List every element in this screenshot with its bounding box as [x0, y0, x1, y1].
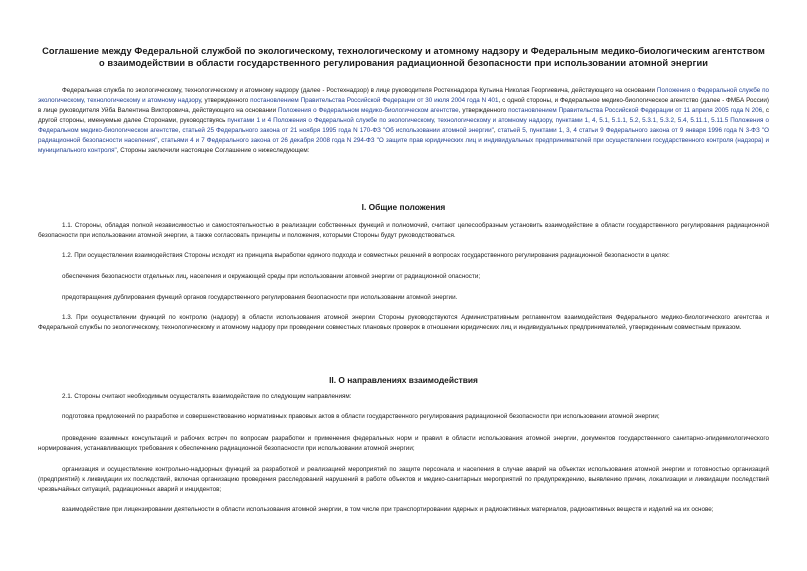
section-2-paragraph-2-1 [38, 392, 769, 402]
section-1-paragraph-1-3 [38, 313, 769, 333]
paragraph-text: 2.1. Стороны считают необходимым осуществлять взаимодействие по следующим направлениям: [62, 393, 352, 400]
document-title: Соглашение между Федеральной службой по экологическому, технологическому и атомному надзору и Федеральным медико-биологическим агентством о взаимодействии в области государственного регулирования радиационной безопасности при использовании атомной энергии [42, 46, 765, 68]
preamble-text: , [178, 127, 183, 134]
preamble-text: , [157, 137, 162, 144]
section-1-paragraph-1-2 [38, 251, 769, 261]
link-law-170fz[interactable]: статьей 25 Федерального закона от 21 ноября 1995 года N 170-ФЗ "Об использовании атомной энергии" [182, 127, 494, 134]
section-2-item-consultations [38, 434, 769, 454]
section-2-title: II. О направлениях взаимодействия [329, 375, 478, 385]
section-2-item-control [38, 465, 769, 495]
paragraph-text: подготовка предложений по разработке и совершенствованию нормативных правовых актов в области государственного регулирования радиационной безопасности при использовании атомной энергии; [62, 413, 660, 420]
paragraph-text: предотвращения дублирования функций органов государственного регулирования безопасности при использовании атомной энергии. [62, 294, 458, 301]
paragraph-text: обеспечения безопасности отдельных лиц, населения и окружающей среды при использовании атомной энергии от радиационной опасности; [62, 273, 481, 280]
section-2-item-licensing [38, 505, 769, 515]
preamble-text: , [493, 127, 498, 134]
preamble-text: Федеральная служба по экологическому, технологическому и атомному надзору (далее - Ростехнадзор) в лице руководителя Ростехнадзора Кутьина Николая Георгиевича, действующего на основании [62, 87, 657, 94]
preamble-paragraph [38, 86, 769, 156]
section-1-paragraph-1-1 [38, 221, 769, 241]
section-2-item-proposals [38, 412, 769, 422]
section-1-item-duplication [38, 293, 769, 303]
link-points-1-4-regulation[interactable]: пунктами 1 и 4 Положения о Федеральной службе по экологическому, технологическому и атомному надзору [227, 117, 552, 124]
section-1-title: I. Общие положения [361, 202, 446, 212]
paragraph-text: проведение взаимных консультаций и рабочих встреч по вопросам разработки и применения федеральных норм и правил в области использования атомной энергии, документов государственного санитарно-эпидемиологического нормирования, устанавливающих требования к обеспечению радиационной безопасности при использовании атомной энергии; [38, 435, 769, 452]
link-regulation-rostekhnadzor[interactable]: Положения о Федеральной службе по экологическому, технологическому и атомному надзору [38, 87, 769, 104]
link-law-3fz[interactable]: статьей 5, пунктами 1, 3, 4 статьи 9 Федерального закона от 9 января 1996 года N 3-ФЗ "О радиационной безопасности населения" [38, 127, 770, 144]
link-points-fmba-regulation[interactable]: пунктами 1, 4, 5.1, 5.1.1, 5.2, 5.3.1, 5.3.2, 5.4, 5.11.1, 5.11.5 Положения о Федеральном медико-биологическом агентстве [38, 117, 770, 134]
link-regulation-fmba[interactable]: Положения о Федеральном медико-биологическом агентстве [278, 107, 459, 114]
preamble-text: , с одной стороны, и Федеральное медико-биологическое агентство (далее - ФМБА России) в лице руководителя Уйба Валентина Викторовича, действующего на основании [38, 97, 769, 114]
paragraph-text: 1.2. При осуществлении взаимодействия Стороны исходят из принципа выработки единого подхода и совместных решений в вопросах государственного регулирования радиационной безопасности в целях: [62, 252, 670, 259]
paragraph-text: 1.1. Стороны, обладая полной независимостью и самостоятельностью в реализации собственных функций и полномочий, считают целесообразным установить взаимодействие в области государственного регулирования радиационной безопасности при использовании атомной энергии, а также согласовать принципы и положения, которыми Стороны будут руководствоваться. [38, 222, 769, 239]
paragraph-text: организация и осуществление контрольно-надзорных функций за разработкой и реализацией мероприятий по защите персонала и населения в случае аварий на объектах использования атомной энергии и готовностью организаций (предприятий) к ликвидации их последствий, включая организацию проведения расследований нарушений в работе объектов и медико-санитарных мероприятий по предупреждению, выявлению причин, локализации и ликвидации последствий чрезвычайных ситуаций, радиационных аварий и инцидентов; [38, 466, 769, 493]
preamble-text: , утвержденного [200, 97, 251, 104]
preamble-text: , утвержденного [458, 107, 509, 114]
link-law-294fz[interactable]: статьями 4 и 7 Федерального закона от 26 декабря 2008 года N 294-ФЗ "О защите прав юридических лиц и индивидуальных предпринимателей при осуществлении государственного контроля (надзора) и муниципального контроля" [38, 137, 770, 154]
link-resolution-401[interactable]: постановлением Правительства Российской Федерации от 30 июля 2004 года N 401 [250, 97, 499, 104]
preamble-text: , [551, 117, 556, 124]
link-resolution-206[interactable]: постановлением Правительства Российской Федерации от 11 апреля 2005 года N 206 [508, 107, 763, 114]
preamble [38, 86, 769, 156]
paragraph-text: 1.3. При осуществлении функций по контролю (надзору) в области использования атомной энергии Стороны руководствуются Административным регламентом взаимодействия Федерального медико-биологического агентства и Федеральной службы по экологическому, технологическому и атомному надзору при проведении совместных плановых проверок в отношении юридических лиц и индивидуальных предпринимателей, утвержденным совместным приказом. [38, 314, 769, 331]
preamble-text: , с другой стороны, именуемые далее Сторонами, руководствуясь [38, 107, 769, 124]
section-1-item-safety [38, 272, 769, 282]
preamble-text: , Стороны заключили настоящее Соглашение о нижеследующем: [116, 147, 310, 154]
paragraph-text: взаимодействие при лицензировании деятельности в области использования атомной энергии, в том числе при транспортировании ядерных и радиоактивных материалов, радиоактивных веществ и изделий на их основе; [62, 506, 714, 513]
